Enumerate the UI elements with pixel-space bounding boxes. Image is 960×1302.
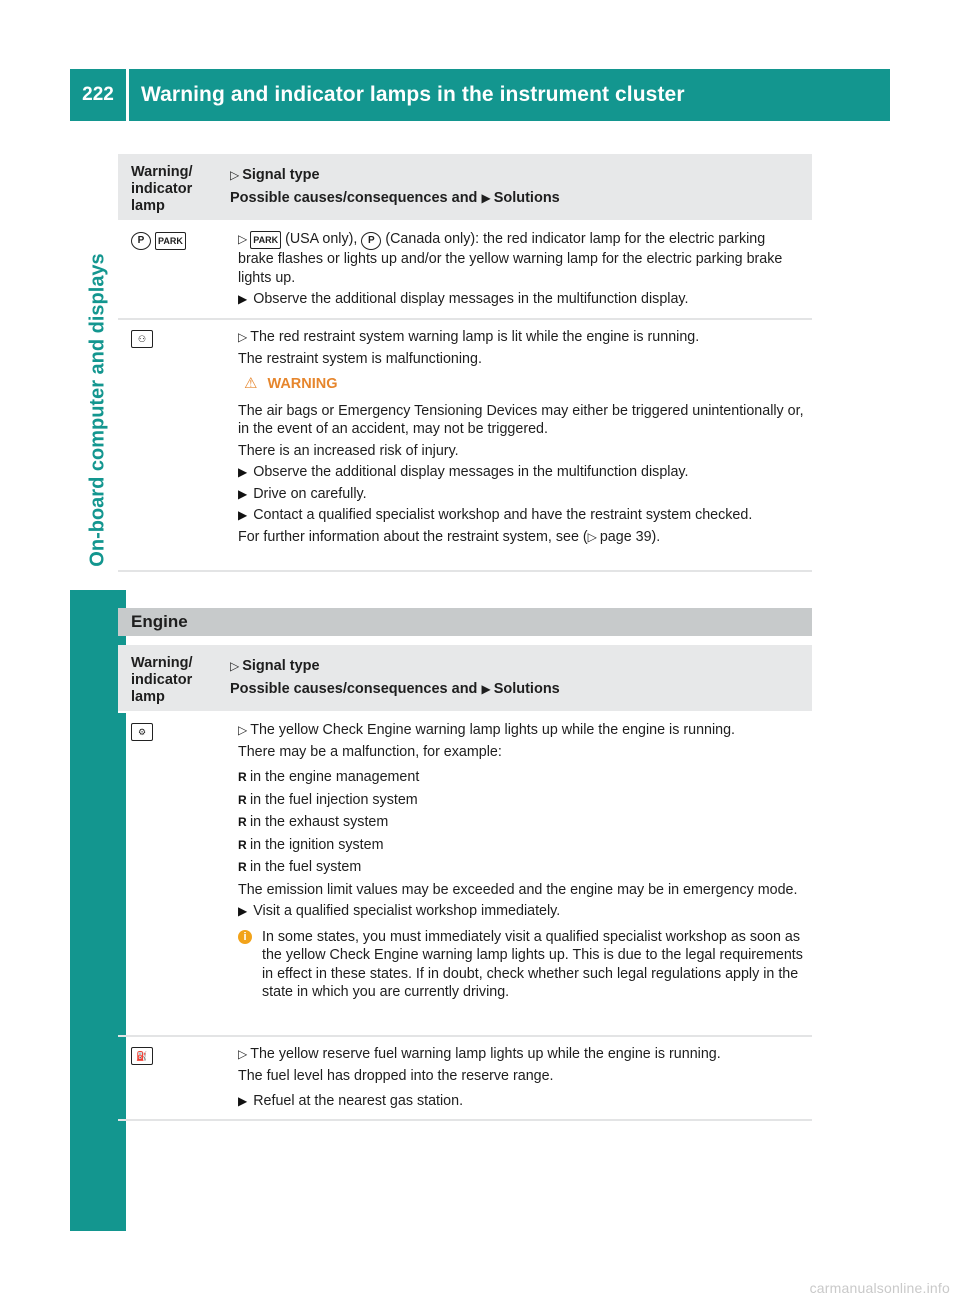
- warning-label: WARNING: [267, 376, 338, 392]
- parking-brake-icon: P: [131, 232, 151, 250]
- header-col-lamp-text: Warning/ indicator lamp: [131, 655, 193, 705]
- step-arrow-icon: ▶: [238, 508, 248, 522]
- table-row: [118, 713, 812, 1037]
- page-reference-link[interactable]: page 39).: [599, 528, 661, 545]
- lamp-cell: [131, 232, 186, 250]
- header-col-lamp: [131, 164, 221, 215]
- signal-type-icon: ▷: [230, 659, 240, 673]
- header-col-lamp: [131, 655, 221, 706]
- park-lamp-icon: PARK: [155, 232, 186, 250]
- header-divider: [126, 69, 129, 121]
- row-text: The emission limit values may be exceeded and the engine may be in emergency mode.: [238, 881, 798, 898]
- row-text: The yellow reserve fuel warning lamp lights up while the engine is running.: [250, 1046, 721, 1062]
- fuel-pump-icon: ⛽: [131, 1047, 153, 1065]
- row-text: The restraint system is malfunctioning.: [238, 350, 482, 367]
- list-item: R in the fuel injection system: [238, 791, 804, 810]
- row-text: The red restraint system warning lamp is lit while the engine is running.: [250, 329, 700, 345]
- table-header: [118, 645, 812, 713]
- info-note: [238, 928, 804, 1002]
- row-text: There may be a malfunction, for example:: [238, 743, 502, 760]
- step-text: Contact a qualified specialist workshop and have the restraint system checked.: [253, 507, 753, 523]
- table-row: [118, 1037, 812, 1121]
- header-col-signal: [230, 655, 560, 701]
- section-heading-bar: [118, 608, 812, 636]
- list-item: R in the fuel system: [238, 858, 804, 877]
- step-arrow-icon: ▶: [238, 1094, 248, 1108]
- signal-icon: ▷: [238, 1047, 248, 1061]
- table-header: [118, 154, 812, 222]
- step-text: Observe the additional display messages in the multifunction display.: [253, 291, 689, 307]
- solutions-arrow-icon: ▶: [481, 191, 491, 205]
- parking-brake-icon: P: [361, 232, 381, 250]
- solutions-label: Solutions: [493, 681, 560, 697]
- row-text: (USA only),: [285, 231, 358, 247]
- sidebar-chapter-label: On-board computer and displays: [86, 253, 109, 567]
- page-number: 222: [82, 84, 114, 105]
- signal-type-label: Signal type: [242, 167, 320, 183]
- solutions-label: Solutions: [493, 190, 560, 206]
- warning-heading: [244, 375, 804, 394]
- check-engine-icon: ⚙: [131, 723, 153, 741]
- warning-text: There is an increased risk of injury.: [238, 442, 459, 459]
- warning-text: The air bags or Emergency Tensioning Devices may either be triggered unintentionally or, in the event of an accident, may not be triggered.: [238, 402, 804, 437]
- row-text: (Canada only): the red indicator lamp for the electric parking brake flashes or lights up and/or the yellow warning lamp for the electric parking brake lights up.: [238, 231, 783, 286]
- signal-type-icon: ▷: [230, 168, 240, 182]
- step-arrow-icon: ▶: [238, 292, 248, 306]
- step-arrow-icon: ▶: [238, 904, 248, 918]
- header-col-signal: [230, 164, 560, 210]
- row-text: The fuel level has dropped into the reserve range.: [238, 1067, 554, 1084]
- info-text: In some states, you must immediately visit a qualified specialist workshop as soon as the yellow Check Engine warning lamp lights up. This is due to the legal requirements in effect in these states. If in doubt, check whether such legal regulations apply in the state in which you are currently driving.: [262, 928, 803, 1000]
- page-ref-icon: ▷: [587, 529, 597, 544]
- row-text: The yellow Check Engine warning lamp lights up while the engine is running.: [250, 722, 736, 738]
- list-item: R in the engine management: [238, 768, 804, 787]
- step-arrow-icon: ▶: [238, 486, 248, 501]
- list-item: R in the ignition system: [238, 836, 804, 855]
- park-lamp-icon: PARK: [250, 231, 281, 249]
- table-row: [118, 222, 812, 320]
- airbag-icon: ⚇: [131, 330, 153, 348]
- signal-icon: ▷: [238, 232, 248, 246]
- signal-icon: ▷: [238, 330, 248, 344]
- info-icon: i: [238, 930, 252, 944]
- page-title: Warning and indicator lamps in the instrument cluster: [141, 83, 685, 106]
- lamp-cell: [131, 330, 153, 348]
- step-text: Refuel at the nearest gas station.: [253, 1093, 464, 1109]
- causes-label: Possible causes/consequences and: [230, 681, 478, 697]
- list-item: R in the exhaust system: [238, 813, 804, 832]
- step-arrow-icon: ▶: [238, 465, 248, 479]
- signal-icon: ▷: [238, 723, 248, 737]
- watermark: carmanualsonline.info: [809, 1280, 950, 1296]
- lamp-cell: [131, 723, 153, 741]
- header-col-lamp-text: Warning/ indicator lamp: [131, 164, 193, 214]
- section-title: Engine: [131, 612, 188, 631]
- step-text: Observe the additional display messages in the multifunction display.: [253, 464, 689, 480]
- solutions-arrow-icon: ▶: [481, 682, 491, 696]
- step-text: Drive on carefully.: [253, 485, 367, 502]
- step-text: Visit a qualified specialist workshop immediately.: [253, 903, 561, 919]
- warning-table-engine: [118, 645, 812, 1121]
- table-row: [118, 320, 812, 572]
- lamp-cell: [131, 1047, 153, 1065]
- warning-triangle-icon: ⚠: [244, 375, 258, 392]
- causes-label: Possible causes/consequences and: [230, 190, 478, 206]
- further-info-text: For further information about the restraint system, see (: [238, 528, 588, 545]
- signal-type-label: Signal type: [242, 658, 320, 674]
- warning-table-top: [118, 154, 812, 572]
